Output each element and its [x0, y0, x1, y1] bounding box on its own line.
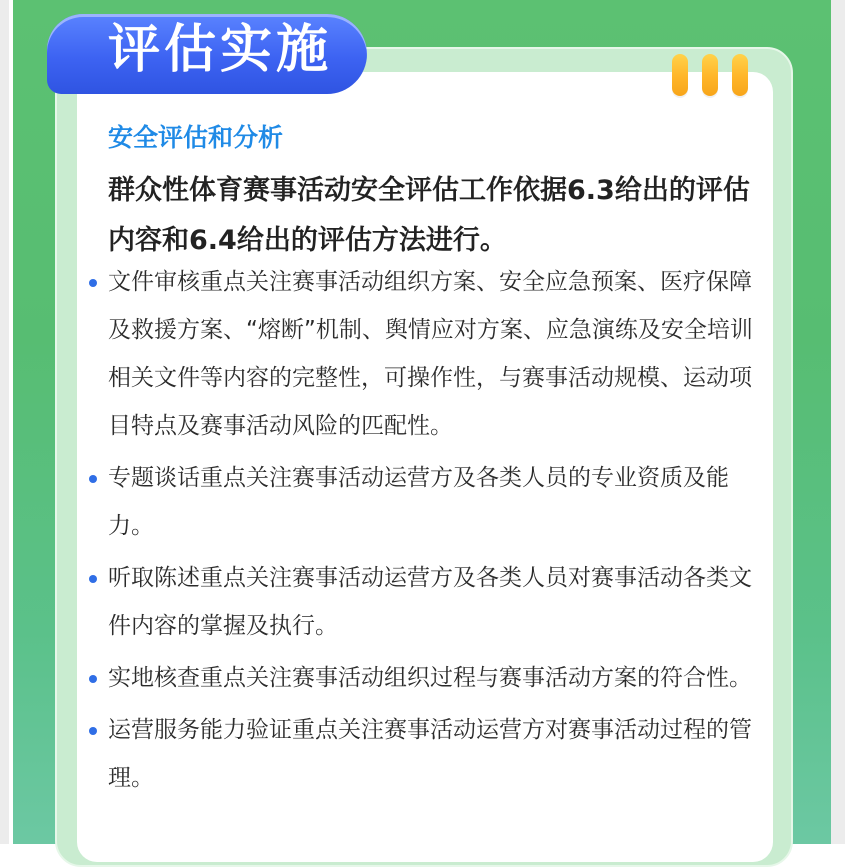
bullet-list — [88, 258, 758, 806]
list-item — [88, 454, 758, 550]
pin-icon — [672, 54, 688, 96]
list-item-text: 文件审核重点关注赛事活动组织方案、安全应急预案、医疗保障及救援方案、“熔断”机制、舆情应对方案、应急演练及安全培训相关文件等内容的完整性，可操作性，与赛事活动规模、运动项目特点及赛事活动风险的匹配性。 — [108, 269, 753, 439]
page-title: 评估实施 — [108, 20, 333, 80]
list-item-text: 运营服务能力验证重点关注赛事活动运营方对赛事活动过程的管理。 — [108, 717, 752, 791]
right-edge-strip — [831, 0, 845, 844]
list-item — [88, 554, 758, 650]
list-item — [88, 258, 758, 450]
bullet-icon — [89, 727, 97, 735]
bullet-icon — [89, 279, 97, 287]
list-item-text: 专题谈话重点关注赛事活动运营方及各类人员的专业资质及能力。 — [108, 465, 729, 539]
binder-pins — [672, 54, 748, 96]
section-heading: 安全评估和分析 — [108, 123, 284, 152]
pin-icon — [702, 54, 718, 96]
intro-paragraph: 群众性体育赛事活动安全评估工作依据6.3给出的评估内容和6.4给出的评估方法进行。 — [108, 175, 750, 256]
list-item-text: 实地核查重点关注赛事活动组织过程与赛事活动方案的符合性。 — [108, 665, 752, 691]
list-item — [88, 654, 758, 702]
pin-icon — [732, 54, 748, 96]
list-item-text: 听取陈述重点关注赛事活动运营方及各类人员对赛事活动各类文件内容的掌握及执行。 — [108, 565, 752, 639]
bullet-icon — [89, 475, 97, 483]
bullet-icon — [89, 675, 97, 683]
list-item — [88, 706, 758, 802]
bullet-icon — [89, 575, 97, 583]
left-edge-strip — [0, 0, 9, 844]
